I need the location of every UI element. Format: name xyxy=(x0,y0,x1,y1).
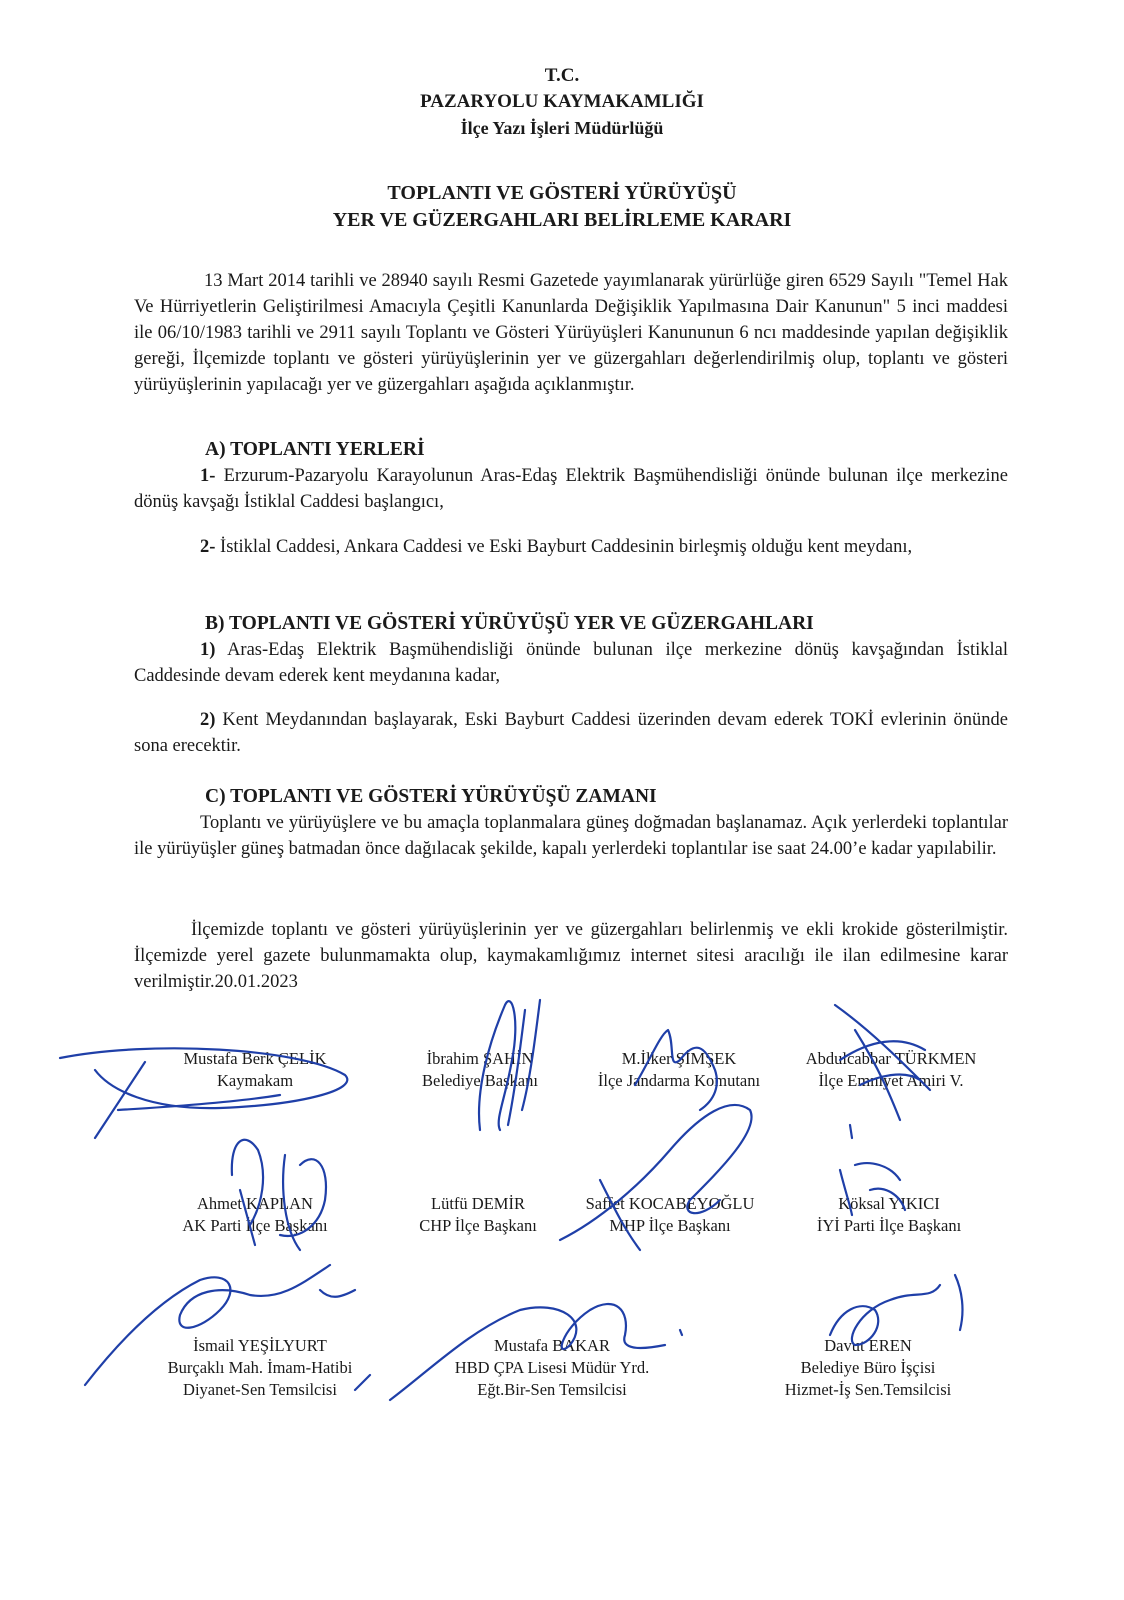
signatory-name: Abdulcabbar TÜRKMEN xyxy=(805,1049,977,1068)
item-number: 2) xyxy=(200,710,216,730)
signatory-name: M.İlker ŞİMŞEK xyxy=(621,1049,737,1068)
item-text: Aras-Edaş Elektrik Başmühendisliği önünde bulunan ilçe merkezine dönüş kavşağından İstiklal Caddesinde devam ederek kent meydanına kadar, xyxy=(134,640,1008,686)
item-text: Erzurum-Pazaryolu Karayolunun Aras-Edaş Elektrik Başmühendisliği önünde bulunan ilçe merkezine dönüş kavşağı İstiklal Caddesi başlangıcı, xyxy=(134,466,1008,512)
section-c-heading: C) TOPLANTI VE GÖSTERİ YÜRÜYÜŞÜ ZAMANI xyxy=(205,786,657,807)
document-header xyxy=(0,63,1124,141)
signatory-title: Kaymakam xyxy=(216,1071,294,1090)
signatory-kaymakam xyxy=(130,1048,380,1092)
signatory-title: Burçaklı Mah. İmam-Hatibi xyxy=(167,1358,353,1377)
section-b-item-2 xyxy=(134,707,1008,759)
signatory-title: Belediye Büro İşçisi xyxy=(800,1358,936,1377)
signatory-title: Belediye Başkanı xyxy=(422,1071,538,1090)
signatory-name: İbrahim ŞAHİN xyxy=(426,1049,534,1068)
signatory-title-2: Diyanet-Sen Temsilcisi xyxy=(183,1380,337,1399)
document-title xyxy=(0,180,1124,234)
signatory-title: İlçe Jandarma Komutanı xyxy=(597,1071,761,1090)
section-a-item-2 xyxy=(134,534,1008,560)
item-number: 1) xyxy=(200,640,216,660)
section-a-heading: A) TOPLANTI YERLERİ xyxy=(205,439,425,460)
signatory-name: Lütfü DEMİR xyxy=(431,1194,525,1213)
signatory-title: AK Parti İlçe Başkanı xyxy=(182,1216,328,1235)
signatory-name: Mustafa Berk ÇELİK xyxy=(183,1049,327,1068)
signatory-ak-parti xyxy=(130,1193,380,1237)
section-a-item-1 xyxy=(134,463,1008,515)
signatory-diyanet-sen xyxy=(135,1335,385,1401)
signatory-title: HBD ÇPA Lisesi Müdür Yrd. xyxy=(454,1358,650,1377)
signatory-egitim-bir-sen xyxy=(427,1335,677,1401)
signatory-title-2: Hizmet-İş Sen.Temsilcisi xyxy=(784,1380,952,1399)
title-line-1: TOPLANTI VE GÖSTERİ YÜRÜYÜŞÜ xyxy=(387,182,737,204)
item-number: 1- xyxy=(200,466,216,486)
signatory-hizmet-is-sen xyxy=(743,1335,993,1401)
signatory-name: Ahmet KAPLAN xyxy=(197,1194,313,1213)
item-number: 2- xyxy=(200,537,216,557)
intro-paragraph: 13 Mart 2014 tarihli ve 28940 sayılı Resmi Gazetede yayımlanarak yürürlüğe giren 6529 Sayılı "Temel Hak Ve Hürriyetlerin Geliştirilmesi Amacıyla Çeşitli Kanunlarda Değişiklik Yapılmasına Dair Kanunun" 5 inci maddesi ile 06/10/1983 tarihli ve 2911 sayılı Toplantı ve Gösteri Yürüyüşleri Kanununun 6 ncı maddesinde yapılan değişiklik gereği, İlçemizde toplantı ve gösteri yürüyüşlerinin yer ve güzergahları değerlendirilmiş olup, toplantı ve gösteri yürüyüşlerinin yapılacağı yer ve güzergahları aşağıda açıklanmıştır. xyxy=(134,271,1008,395)
signatory-name: Köksal YIKICI xyxy=(838,1194,940,1213)
signatory-title: İYİ Parti İlçe Başkanı xyxy=(816,1216,962,1235)
item-text: Kent Meydanından başlayarak, Eski Bayburt Caddesi üzerinden devam ederek TOKİ evlerinin önünde sona erecektir. xyxy=(134,710,1008,756)
signatory-title: CHP İlçe Başkanı xyxy=(419,1216,537,1235)
signatory-mhp xyxy=(545,1193,795,1237)
section-b-heading: B) TOPLANTI VE GÖSTERİ YÜRÜYÜŞÜ YER VE GÜZERGAHLARI xyxy=(205,613,814,634)
header-department: İlçe Yazı İşleri Müdürlüğü xyxy=(460,118,664,138)
signatory-title: MHP İlçe Başkanı xyxy=(609,1216,731,1235)
section-c-text: Toplantı ve yürüyüşlere ve bu amaçla toplanmalara güneş doğmadan başlanamaz. Açık yerlerdeki toplantılar ile yürüyüşler güneş batmadan önce dağılacak şekilde, kapalı yerlerdeki toplantılar ise saat 24.00’e kadar yapılabilir. xyxy=(134,813,1008,859)
signatory-name: Mustafa BAKAR xyxy=(494,1336,610,1355)
closing-paragraph: İlçemizde toplantı ve gösteri yürüyüşlerinin yer ve güzergahları belirlenmiş ve ekli krokide gösterilmiştir. İlçemizde yerel gazete bulunmamakta olup, kaymakamlığımız internet sitesi aracılığı ile ilan edilmesine karar verilmiştir.20.01.2023 xyxy=(134,920,1008,992)
section-b-item-1 xyxy=(134,637,1008,689)
signatory-title: İlçe Emniyet Amiri V. xyxy=(818,1071,964,1090)
header-tc: T.C. xyxy=(544,65,580,86)
signatory-title-2: Eğt.Bir-Sen Temsilcisi xyxy=(477,1380,627,1399)
signatory-name: Davut EREN xyxy=(824,1336,912,1355)
signatory-iyi-parti xyxy=(764,1193,1014,1237)
item-text: İstiklal Caddesi, Ankara Caddesi ve Eski Bayburt Caddesinin birleşmiş olduğu kent meydanı, xyxy=(215,537,913,557)
title-line-2: YER VE GÜZERGAHLARI BELİRLEME KARARI xyxy=(332,209,792,231)
signatory-police xyxy=(766,1048,1016,1092)
signatory-name: İsmail YEŞİLYURT xyxy=(193,1336,327,1355)
signatory-name: Saffet KOCABEYOĞLU xyxy=(585,1194,755,1213)
header-authority: PAZARYOLU KAYMAKAMLIĞI xyxy=(420,91,704,112)
